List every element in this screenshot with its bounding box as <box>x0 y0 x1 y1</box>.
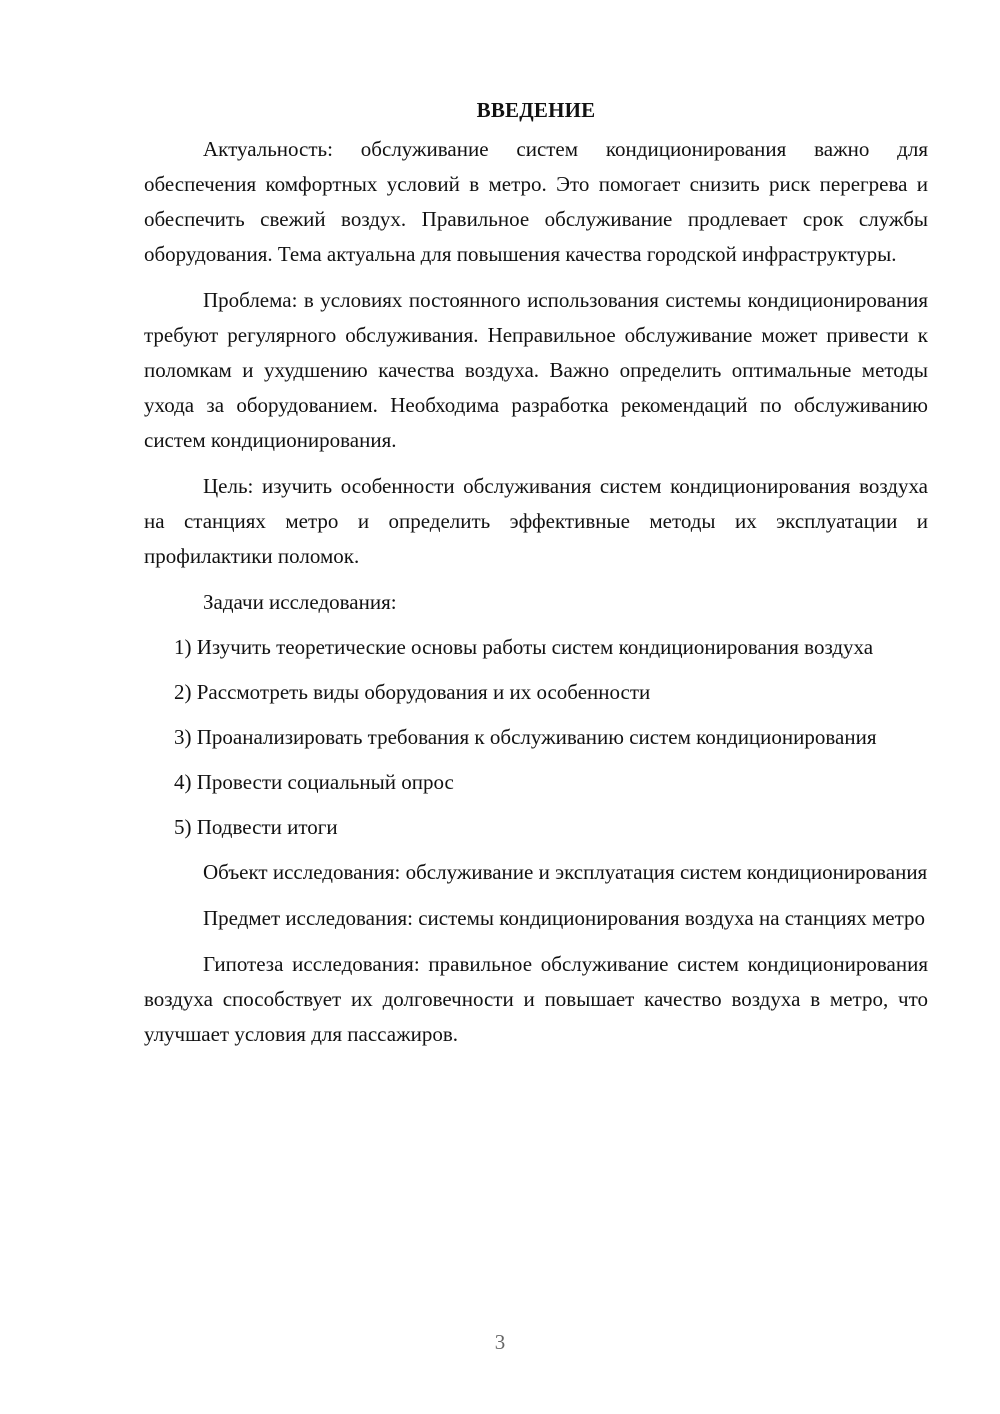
task-item-5: 5) Подвести итоги <box>174 815 338 839</box>
page-content <box>144 93 928 1052</box>
paragraph-problem: Проблема: в условиях постоянного использования системы кондиционирования требуют регулярного обслуживания. Неправильное обслуживание может привести к поломкам и ухудшению качества воздуха. Важно определить оптимальные методы ухода за оборудованием. Необходима разработка рекомендаций по обслуживанию систем кондиционирования. <box>144 288 928 452</box>
paragraph-relevance: Актуальность: обслуживание систем кондиционирования важно для обеспечения комфортных условий в метро. Это помогает снизить риск перегрева и обеспечить свежий воздух. Правильное обслуживание продлевает срок службы оборудования. Тема актуальна для повышения качества городской инфраструктуры. <box>144 137 928 266</box>
paragraph-object: Объект исследования: обслуживание и эксплуатация систем кондиционирования <box>203 860 928 884</box>
task-item-3: 3) Проанализировать требования к обслуживанию систем кондиционирования <box>174 725 877 749</box>
task-item-2: 2) Рассмотреть виды оборудования и их особенности <box>174 680 651 704</box>
page-number: 3 <box>494 1330 506 1354</box>
task-item-1: 1) Изучить теоретические основы работы систем кондиционирования воздуха <box>174 635 874 659</box>
paragraph-goal: Цель: изучить особенности обслуживания систем кондиционирования воздуха на станциях метро и определить эффективные методы их эксплуатации и профилактики поломок. <box>144 474 928 568</box>
page-title: ВВЕДЕНИЕ <box>476 98 596 122</box>
paragraph-hypothesis: Гипотеза исследования: правильное обслуживание систем кондиционирования воздуха способствует их долговечности и повышает качество воздуха в метро, что улучшает условия для пассажиров. <box>144 952 928 1046</box>
paragraph-subject: Предмет исследования: системы кондиционирования воздуха на станциях метро <box>203 906 926 930</box>
paragraph-tasks-heading: Задачи исследования: <box>203 590 397 614</box>
task-item-4: 4) Провести социальный опрос <box>174 770 454 794</box>
